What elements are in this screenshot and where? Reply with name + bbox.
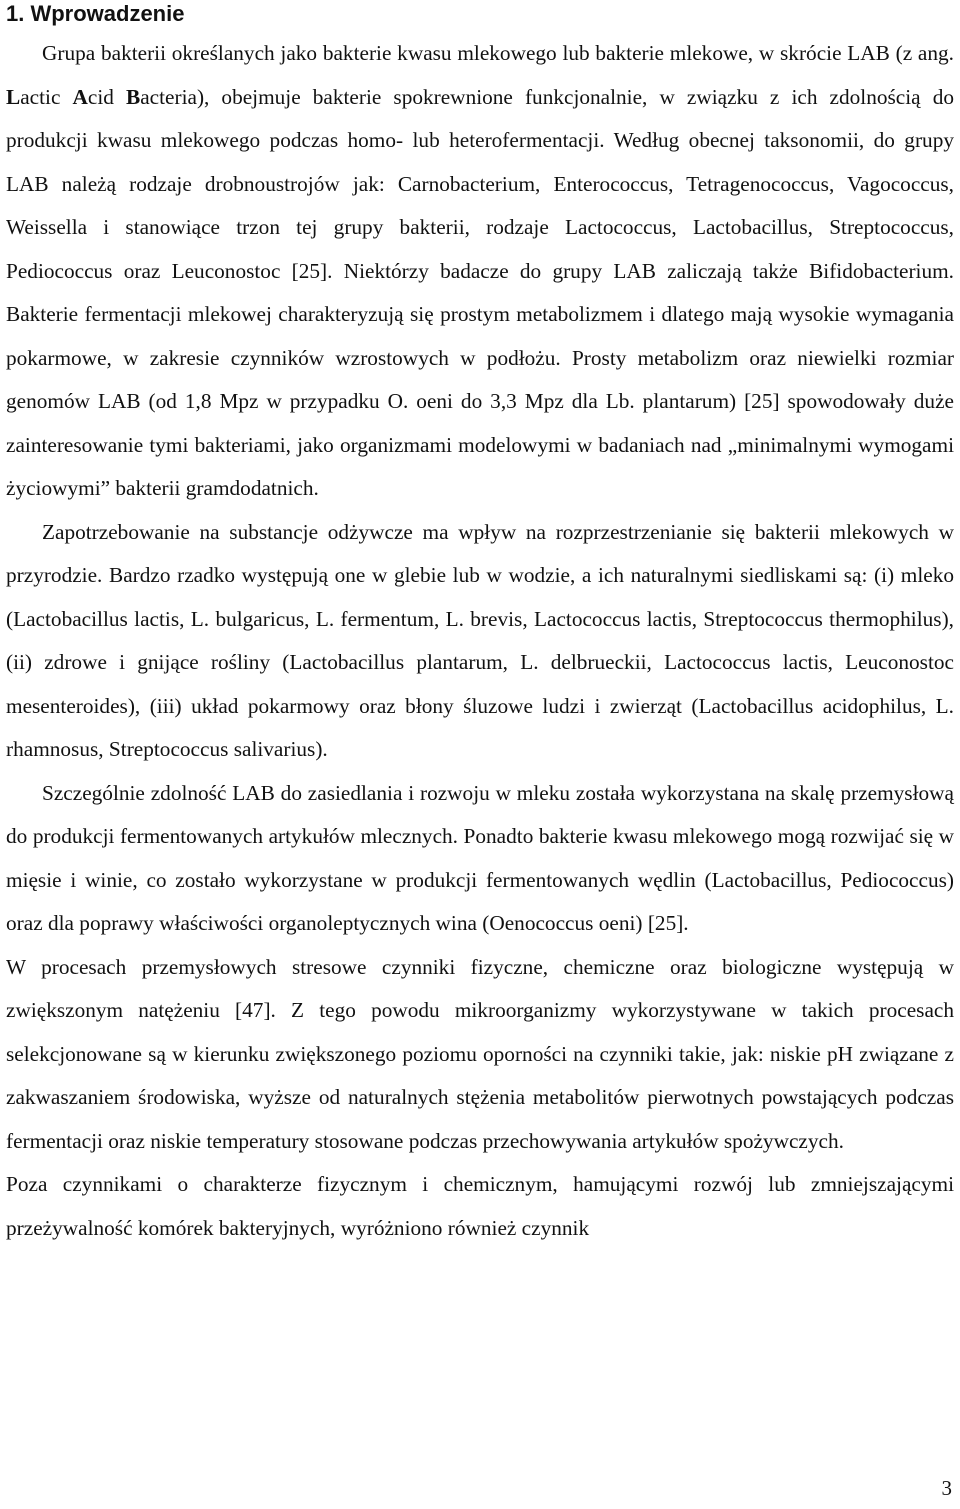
paragraph-p5 bbox=[6, 1163, 954, 1250]
text-run: Zapotrzebowanie na substancje odżywcze ma wpływ na rozprzestrzenianie się bakterii mlekowych w przyrodzie. Bardzo rzadko występują one w glebie lub w wodzie, a ich naturalnymi siedliskami są: (i) mleko (Lactobacillus lactis, L. bulgaricus, L. fermentum, L. brevis, Lactococcus lactis, Streptococcus thermophilus), (ii) zdrowe i gnijące rośliny (Lactobacillus plantarum, L. delbrueckii, Lactococcus lactis, Leuconostoc mesenteroides), (iii) układ pokarmowy oraz błony śluzowe ludzi i zwierząt (Lactobacillus acidophilus, L. rhamnosus, Streptococcus salivarius). bbox=[6, 519, 954, 761]
text-run: B bbox=[125, 84, 141, 109]
text-run: W procesach przemysłowych stresowe czynniki fizyczne, chemiczne oraz biologiczne występują w zwiększonym natężeniu [47]. Z tego powodu mikroorganizmy wykorzystywane w takich procesach selekcjonowane są w kierunku zwiększonego poziomu oporności na czynniki takie, jak: niskie pH związane z zakwaszaniem środowiska, wyższe od naturalnych stężenia metabolitów pierwotnych powstających podczas fermentacji oraz niskie temperatury stosowane podczas przechowywania artykułów spożywczych. bbox=[6, 954, 954, 1153]
paragraph-p1 bbox=[6, 32, 954, 511]
text-run: actic bbox=[20, 84, 73, 109]
text-run: acteria), obejmuje bakterie spokrewnione funkcjonalnie, w związku z ich zdolnością do produkcji kwasu mlekowego podczas homo- lub heterofermentacji. Według obecnej taksonomii, do grupy LAB należą rodzaje drobnoustrojów jak: Carnobacterium, Enterococcus, Tetragenococcus, Vagococcus, Weissella i stanowiące trzon tej grupy bakterii, rodzaje Lactococcus, Lactobacillus, Streptococcus, Pediococcus oraz Leuconostoc [25]. Niektórzy badacze do grupy LAB zaliczają także Bifidobacterium. Bakterie fermentacji mlekowej charakteryzują się prostym metabolizmem i dlatego mają wysokie wymagania pokarmowe, w zakresie czynników wzrostowych w podłożu. Prosty metabolizm oraz niewielki rozmiar genomów LAB (od 1,8 Mpz w przypadku O. oeni do 3,3 Mpz dla Lb. plantarum) [25] spowodowały duże zainteresowanie tymi bakteriami, jako organizmami modelowymi w badaniach nad „minimalnymi wymogami życiowymi” bakterii gramdodatnich. bbox=[6, 84, 954, 500]
text-run: Grupa bakterii określanych jako bakterie kwasu mlekowego lub bakterie mlekowe, w skrócie LAB (z ang. bbox=[42, 41, 954, 65]
text-run: cid bbox=[87, 84, 126, 109]
text-run: L bbox=[6, 84, 21, 109]
section-heading: 1. Wprowadzenie bbox=[6, 1, 185, 26]
text-run: A bbox=[72, 84, 88, 109]
paragraph-p4 bbox=[6, 946, 954, 1164]
text-run: Poza czynnikami o charakterze fizycznym i chemicznym, hamującymi rozwój lub zmniejszającymi przeżywalność komórek bakteryjnych, wyróżniono również czynnik bbox=[6, 1172, 954, 1240]
page-number: 3 bbox=[941, 1476, 952, 1500]
body-text bbox=[6, 32, 954, 1250]
text-run: Szczególnie zdolność LAB do zasiedlania i rozwoju w mleku została wykorzystana na skalę przemysłową do produkcji fermentowanych artykułów mlecznych. Ponadto bakterie kwasu mlekowego mogą rozwijać się w mięsie i winie, co zostało wykorzystane w produkcji fermentowanych wędlin (Lactobacillus, Pediococcus) oraz dla poprawy właściwości organoleptycznych wina (Oenococcus oeni) [25]. bbox=[6, 780, 954, 935]
paragraph-p2 bbox=[6, 511, 954, 772]
paragraph-p3 bbox=[6, 772, 954, 946]
